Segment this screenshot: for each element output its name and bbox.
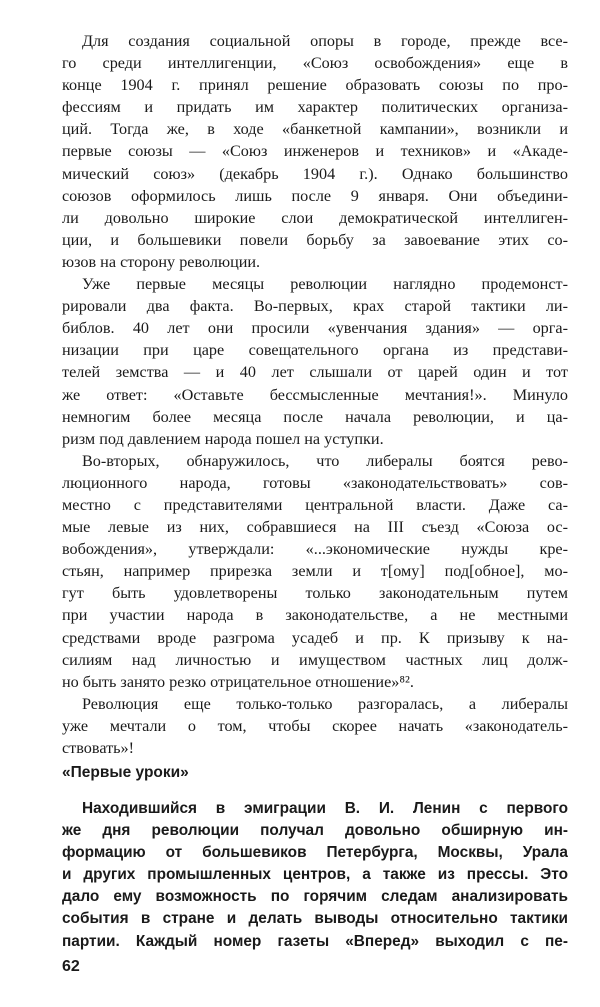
text-line: уже мечтали о том, чтобы скорее начать «законодатель-	[62, 716, 568, 735]
text-line: Для создания социальной опоры в городе, прежде все-	[82, 32, 568, 50]
text-line: люционного народа, готовы «законодательствовать» сов-	[62, 473, 568, 492]
text-line: силиям над личностью и имуществом частных лиц долж-	[62, 650, 568, 669]
text-line: ли довольно широкие слои демократической интеллиген-	[62, 208, 568, 227]
text-line: но быть занято резко отрицательное отношение»⁸².	[62, 672, 414, 691]
section-heading: «Первые уроки»	[62, 764, 189, 781]
text-line: ции, и большевики повели борьбу за завоевание этих со-	[62, 230, 568, 249]
text-line: же ответ: «Оставьте бессмысленные мечтания!». Минуло	[62, 385, 568, 404]
text-line: формацию от большевиков Петербурга, Москвы, Урала	[62, 844, 568, 862]
text-line: гут быть удовлетворены только законодательным путем	[62, 584, 568, 603]
text-line: немногим более месяца после начала революции, и ца-	[62, 407, 568, 426]
text-line: дало ему возможность по горячим следам анализировать	[62, 888, 568, 906]
text-line: же дня революции получал довольно обширную ин-	[62, 822, 568, 840]
text-line: конце 1904 г. принял решение образовать союзы по про-	[62, 76, 568, 95]
paragraph	[62, 693, 568, 759]
text-line: при участии народа в законодательстве, а не местными	[62, 606, 568, 625]
text-line: Находившийся в эмиграции В. И. Ленин с первого	[82, 800, 568, 817]
text-line: библов. 40 лет они просили «увенчания здания» — орга-	[62, 319, 568, 338]
text-line: Уже первые месяцы революции наглядно продемонст-	[82, 275, 568, 294]
text-line: ствовать»!	[62, 739, 135, 757]
text-line: союзов оформилось лишь после 9 января. Они объедини-	[62, 186, 568, 205]
text-line: ций. Тогда же, в ходе «банкетной кампании», возникли и	[62, 120, 568, 139]
text-line: телей земства — и 40 лет слышали от царей один и тот	[62, 363, 568, 382]
text-line: события в стране и делать выводы относительно тактики	[62, 910, 568, 928]
section-paragraph	[62, 798, 568, 953]
paragraph	[62, 450, 568, 693]
page-number: 62	[62, 958, 80, 975]
text-line: средствами вроде разгрома усадеб и пр. К призыву к на-	[62, 628, 568, 647]
text-line: и других промышленных центров, а также из прессы. Это	[62, 866, 568, 884]
paragraph	[62, 273, 568, 450]
body-text	[62, 30, 568, 759]
text-line: мые левые из них, собравшиеся на III съезд «Союза ос-	[62, 518, 568, 537]
text-line: фессиям и придать им характер политических организа-	[62, 98, 568, 117]
text-line: юзов на сторону революции.	[62, 252, 261, 271]
text-line: партии. Каждый номер газеты «Вперед» выходил с пе-	[62, 932, 568, 950]
text-line: первые союзы — «Союз инженеров и техников» и «Акаде-	[62, 142, 568, 161]
text-line: го среди интеллигенции, «Союз освобождения» еще в	[62, 54, 568, 73]
text-line: Во-вторых, обнаружилось, что либералы боятся рево-	[82, 451, 568, 470]
text-line: рировали два факта. Во-первых, крах старой тактики ли-	[62, 297, 568, 316]
text-line: ризм под давлением народа пошел на уступки.	[62, 429, 384, 448]
text-line: Революция еще только-только разгоралась, а либералы	[82, 694, 568, 713]
text-line: местно с представителями центральной власти. Даже са-	[62, 495, 568, 514]
text-line: стьян, например прирезка земли и т[ому] под[обное], мо-	[62, 562, 568, 581]
text-line: вобождения», утверждали: «...экономические нужды кре-	[62, 540, 568, 559]
text-line: низации при царе совещательного органа из представи-	[62, 341, 568, 360]
text-line: мический союз» (декабрь 1904 г.). Однако большинство	[62, 164, 568, 183]
paragraph	[62, 30, 568, 273]
